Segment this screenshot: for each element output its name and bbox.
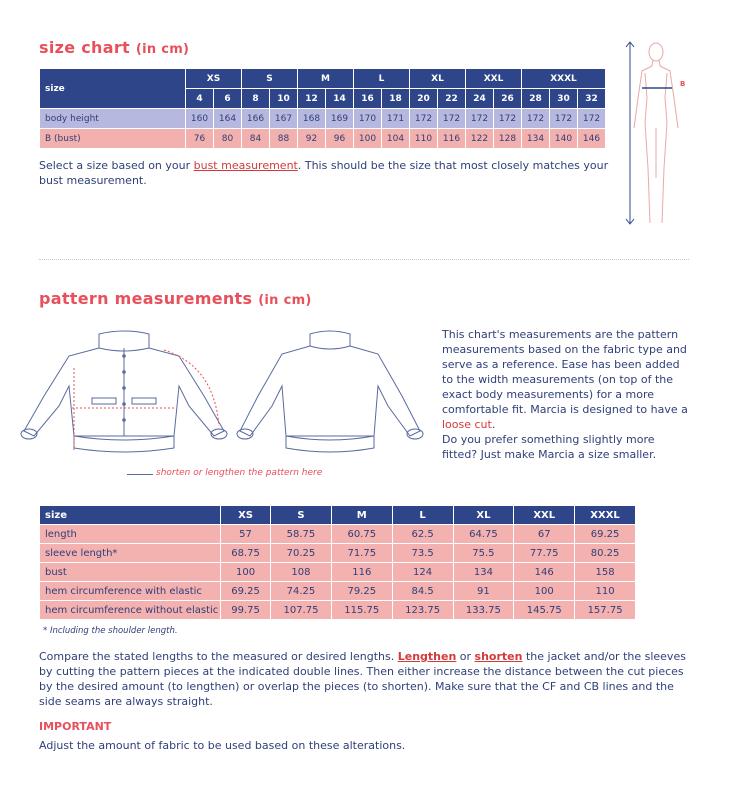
pattern-cell: 77.75 xyxy=(514,544,575,563)
size-number: 18 xyxy=(382,89,410,109)
jacket-back-illustration xyxy=(230,326,430,456)
pattern-cell: 57 xyxy=(221,525,271,544)
size-l: L xyxy=(354,69,410,89)
pattern-cell: 133.75 xyxy=(453,601,514,620)
size-number: 26 xyxy=(494,89,522,109)
size-number: 20 xyxy=(410,89,438,109)
size-chart-cell: 96 xyxy=(326,129,354,149)
table-row xyxy=(40,563,636,582)
size-chart-cell: 169 xyxy=(326,109,354,129)
size-chart-cell: 128 xyxy=(494,129,522,149)
size-note-text-end: . This should be the size that most closely matches your bust measurement. xyxy=(39,159,609,187)
important-text: Adjust the amount of fabric to be used based on these alterations. xyxy=(39,739,406,752)
lengthen-link: Lengthen xyxy=(397,650,457,663)
pattern-cell: 70.25 xyxy=(271,544,332,563)
pattern-cell: 58.75 xyxy=(271,525,332,544)
pattern-header-cell: L xyxy=(392,506,453,525)
pattern-cell: 67 xyxy=(514,525,575,544)
size-number: 8 xyxy=(242,89,270,109)
size-chart-cell: 172 xyxy=(438,109,466,129)
pattern-cell: 158 xyxy=(575,563,636,582)
row-label: bust xyxy=(40,563,221,582)
size-chart-cell: 168 xyxy=(298,109,326,129)
size-chart-cell: 146 xyxy=(578,129,606,149)
size-number: 30 xyxy=(550,89,578,109)
pattern-cell: 134 xyxy=(453,563,514,582)
size-number: 22 xyxy=(438,89,466,109)
size-chart-cell: 116 xyxy=(438,129,466,149)
pattern-cell: 80.25 xyxy=(575,544,636,563)
pattern-cell: 74.25 xyxy=(271,582,332,601)
size-chart-cell: 164 xyxy=(214,109,242,129)
size-number: 10 xyxy=(270,89,298,109)
size-chart-cell: 104 xyxy=(382,129,410,149)
size-chart-cell: 171 xyxy=(382,109,410,129)
pattern-header-cell: XXXL xyxy=(575,506,636,525)
table-row xyxy=(40,544,636,563)
size-number: 28 xyxy=(522,89,550,109)
size-chart-cell: 172 xyxy=(550,109,578,129)
compare-text: Compare the stated lengths to the measured or desired lengths. xyxy=(39,650,398,663)
pattern-cell: 116 xyxy=(331,563,392,582)
size-chart-cell: 140 xyxy=(550,129,578,149)
pattern-cell: 71.75 xyxy=(331,544,392,563)
pattern-cell: 60.75 xyxy=(331,525,392,544)
size-chart-cell: 172 xyxy=(522,109,550,129)
size-note-text: Select a size based on your xyxy=(39,159,194,172)
size-xs: XS xyxy=(186,69,242,89)
size-chart-cell: 84 xyxy=(242,129,270,149)
important-title: IMPORTANT xyxy=(39,720,112,733)
legend-text: shorten or lengthen the pattern here xyxy=(156,468,323,478)
size-number: 6 xyxy=(214,89,242,109)
pattern-cell: 64.75 xyxy=(453,525,514,544)
pattern-cell: 145.75 xyxy=(514,601,575,620)
size-chart-heading xyxy=(39,38,189,57)
compare-text-end: the jacket and/or the sleeves by cutting the pattern pieces at the indicated double lines. Then either increase the distance between the cut pieces by the desired amount (to lengthen) or overlap the pieces (to shorten). Make sure that the CF and CB lines and the side seams are always straight. xyxy=(39,650,686,708)
row-label: length xyxy=(40,525,221,544)
size-chart-cell: 172 xyxy=(494,109,522,129)
pattern-title: pattern measurements xyxy=(39,289,253,308)
pattern-header-cell: S xyxy=(271,506,332,525)
size-xl: XL xyxy=(410,69,466,89)
shorten-link: shorten xyxy=(474,650,523,663)
size-m: M xyxy=(298,69,354,89)
size-xxxl: XXXL xyxy=(522,69,606,89)
size-chart-cell: 166 xyxy=(242,109,270,129)
pattern-cell: 146 xyxy=(514,563,575,582)
pattern-cell: 69.25 xyxy=(221,582,271,601)
pattern-header-cell: XL xyxy=(453,506,514,525)
size-header: size xyxy=(40,69,186,109)
figure-label-b: B xyxy=(680,80,686,88)
pattern-header-cell: size xyxy=(40,506,221,525)
compare-paragraph xyxy=(39,649,694,709)
pattern-header-cell: M xyxy=(331,506,392,525)
size-note xyxy=(39,158,609,188)
size-chart-cell: 80 xyxy=(214,129,242,149)
table-row xyxy=(40,601,636,620)
pattern-description-end: . xyxy=(491,418,496,431)
size-chart-cell: 160 xyxy=(186,109,214,129)
size-chart-cell: 172 xyxy=(466,109,494,129)
size-chart-cell: 110 xyxy=(410,129,438,149)
size-number: 32 xyxy=(578,89,606,109)
row-label: hem circumference with elastic xyxy=(40,582,221,601)
pattern-cell: 69.25 xyxy=(575,525,636,544)
size-s: S xyxy=(242,69,298,89)
pattern-cell: 100 xyxy=(514,582,575,601)
section-divider xyxy=(39,259,689,260)
pattern-cell: 115.75 xyxy=(331,601,392,620)
pattern-cell: 110 xyxy=(575,582,636,601)
size-chart-unit: (in cm) xyxy=(135,42,190,57)
pattern-cell: 62.5 xyxy=(392,525,453,544)
row-label: sleeve length* xyxy=(40,544,221,563)
size-xxl: XXL xyxy=(466,69,522,89)
pattern-description xyxy=(442,327,692,432)
pattern-cell: 100 xyxy=(221,563,271,582)
compare-or: or xyxy=(456,650,475,663)
size-chart-cell: 170 xyxy=(354,109,382,129)
size-number: 4 xyxy=(186,89,214,109)
size-number: 16 xyxy=(354,89,382,109)
bust-measurement-link: bust measurement xyxy=(193,159,298,172)
size-number: 24 xyxy=(466,89,494,109)
size-chart-cell: 134 xyxy=(522,129,550,149)
pattern-cell: 75.5 xyxy=(453,544,514,563)
pattern-cell: 68.75 xyxy=(221,544,271,563)
pattern-cell: 91 xyxy=(453,582,514,601)
row-label: B (bust) xyxy=(40,129,186,149)
legend-line xyxy=(127,474,153,475)
size-chart-cell: 76 xyxy=(186,129,214,149)
footnote: * Including the shoulder length. xyxy=(43,626,178,636)
pattern-cell: 108 xyxy=(271,563,332,582)
row-label: hem circumference without elastic xyxy=(40,601,221,620)
size-chart-cell: 100 xyxy=(354,129,382,149)
size-chart-cell: 92 xyxy=(298,129,326,149)
size-number: 14 xyxy=(326,89,354,109)
size-chart-cell: 172 xyxy=(410,109,438,129)
pattern-header-cell: XS xyxy=(221,506,271,525)
pattern-cell: 157.75 xyxy=(575,601,636,620)
pattern-cell: 73.5 xyxy=(392,544,453,563)
pattern-table xyxy=(39,505,636,620)
pattern-header-cell: XXL xyxy=(514,506,575,525)
size-chart-title: size chart xyxy=(39,38,130,57)
pattern-cell: 99.75 xyxy=(221,601,271,620)
size-number: 12 xyxy=(298,89,326,109)
table-row xyxy=(40,525,636,544)
jacket-front-illustration xyxy=(14,326,236,456)
pattern-question: Do you prefer something slightly more fitted? Just make Marcia a size smaller. xyxy=(442,433,657,461)
size-chart-cell: 172 xyxy=(578,109,606,129)
pattern-cell: 107.75 xyxy=(271,601,332,620)
pattern-heading xyxy=(39,289,312,308)
pattern-cell: 79.25 xyxy=(331,582,392,601)
pattern-cell: 123.75 xyxy=(392,601,453,620)
pattern-unit: (in cm) xyxy=(258,293,312,308)
pattern-description-text: This chart's measurements are the pattern measurements based on the fabric type and serve as a reference. Ease has been added to the width measurements (on top of the exact body measurements) for a more comfortable fit. Marcia is designed to have a xyxy=(442,328,688,416)
size-chart-cell: 167 xyxy=(270,109,298,129)
loose-cut-link: loose cut xyxy=(442,418,492,431)
size-chart-cell: 88 xyxy=(270,129,298,149)
size-chart-table xyxy=(39,68,606,149)
pattern-cell: 84.5 xyxy=(392,582,453,601)
pattern-cell: 124 xyxy=(392,563,453,582)
row-label: body height xyxy=(40,109,186,129)
size-chart-cell: 122 xyxy=(466,129,494,149)
table-row xyxy=(40,582,636,601)
body-figure-illustration xyxy=(612,38,692,228)
